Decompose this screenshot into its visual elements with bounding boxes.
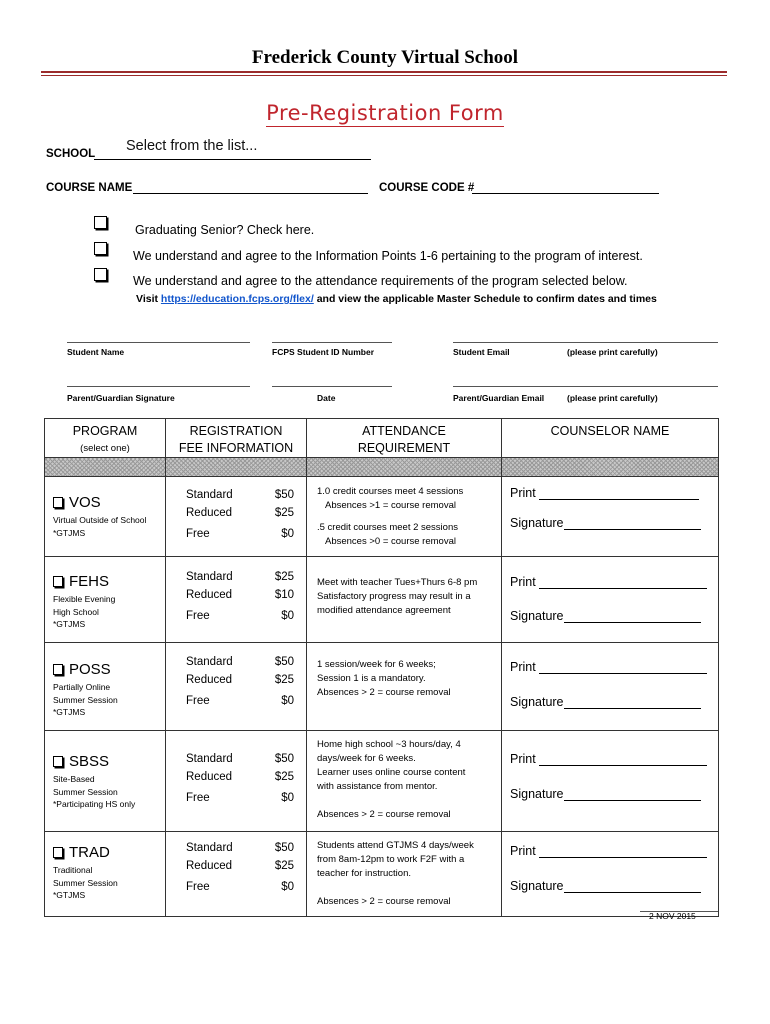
- print-label: Print: [510, 844, 536, 858]
- program-desc: [45, 681, 165, 719]
- program-row: [45, 832, 719, 917]
- attendance-header: ATTENDANCE REQUIREMENT: [307, 419, 502, 458]
- fee-reduced: [186, 507, 294, 519]
- signature-line[interactable]: [564, 892, 701, 893]
- form-title-text: Pre-Registration Form: [266, 101, 504, 125]
- counselor-signature[interactable]: [510, 516, 701, 530]
- attendance-text: [307, 738, 501, 822]
- program-poss[interactable]: [45, 661, 165, 678]
- fee-standard: [186, 842, 294, 854]
- attendance-line: Absences > 2 = course removal: [317, 896, 451, 907]
- fee-amount: $25: [274, 507, 294, 519]
- fee-amount: $25: [274, 771, 294, 783]
- signature-line[interactable]: [564, 708, 701, 709]
- fee-label: Reduced: [186, 674, 233, 686]
- fee-amount: $50: [274, 842, 294, 854]
- attendance-cell: [307, 643, 502, 731]
- print-line[interactable]: [539, 499, 699, 500]
- student-id-label: FCPS Student ID Number: [272, 347, 375, 357]
- fee-reduced: [186, 589, 294, 601]
- attendance-line: teacher for instruction.: [317, 868, 411, 879]
- counselor-print[interactable]: [510, 660, 707, 674]
- attendance-agree-checkbox[interactable]: [94, 268, 107, 281]
- program-table: [44, 418, 719, 917]
- signature-label: Signature: [510, 787, 564, 801]
- program-trad[interactable]: [45, 844, 165, 861]
- student-name-line[interactable]: [67, 342, 250, 343]
- program-desc-line: *GTJMS: [53, 890, 86, 900]
- fee-standard: [186, 656, 294, 668]
- signature-label: Signature: [510, 695, 564, 709]
- fee-label: Standard: [186, 753, 233, 765]
- fee-label: Reduced: [186, 771, 233, 783]
- program-fehs[interactable]: [45, 573, 165, 590]
- counselor-cell: [502, 477, 719, 557]
- attendance-line: .5 credit courses meet 2 sessions: [317, 522, 458, 533]
- program-desc-line: High School: [53, 606, 99, 617]
- fee-label: Standard: [186, 656, 233, 668]
- print-note: (please print carefully): [567, 393, 658, 403]
- graduating-senior-checkbox[interactable]: [94, 216, 107, 229]
- fee-cell: [166, 643, 307, 731]
- fee-label: Free: [186, 881, 210, 893]
- fee-label: Reduced: [186, 860, 233, 872]
- attendance-line: Students attend GTJMS 4 days/week: [317, 840, 474, 851]
- fee-reduced: [186, 860, 294, 872]
- program-desc: [45, 773, 165, 811]
- fee-label: Free: [186, 695, 210, 707]
- print-label: Print: [510, 575, 536, 589]
- attendance-line: Session 1 is a mandatory.: [317, 673, 426, 684]
- print-label: Print: [510, 486, 536, 500]
- counselor-cell: [502, 557, 719, 643]
- header-rule: [41, 71, 727, 73]
- student-name-label: Student Name: [67, 347, 125, 357]
- fee-free: [186, 695, 294, 707]
- date-line[interactable]: [272, 386, 392, 387]
- fee-amount: $0: [281, 695, 294, 707]
- program-desc-line: *GTJMS: [53, 707, 86, 717]
- program-header-label: PROGRAM: [72, 424, 138, 438]
- attendance-line: Home high school ~3 hours/day, 4: [317, 739, 461, 750]
- program-desc-line: Summer Session: [53, 694, 118, 705]
- program-desc-line: Site-Based: [53, 774, 95, 784]
- program-cell: [45, 832, 166, 917]
- program-desc-line: Partially Online: [53, 682, 111, 692]
- counselor-signature[interactable]: [510, 787, 701, 801]
- attendance-line: Absences > 2 = course removal: [317, 809, 451, 820]
- fee-amount: $25: [274, 571, 294, 583]
- counselor-print[interactable]: [510, 486, 699, 500]
- program-cell: [45, 477, 166, 557]
- attendance-line: from 8am-12pm to work F2F with a: [317, 854, 465, 865]
- fee-free: [186, 610, 294, 622]
- revision-date: 2 NOV 2015: [649, 911, 696, 921]
- signature-line[interactable]: [564, 529, 701, 530]
- print-note: (please print carefully): [567, 347, 658, 357]
- attendance-line: days/week for 6 weeks.: [317, 753, 416, 764]
- fee-amount: $0: [281, 792, 294, 804]
- program-cell: [45, 643, 166, 731]
- fee-cell: [166, 477, 307, 557]
- program-desc-line: Traditional: [53, 865, 93, 875]
- fee-label: Standard: [186, 842, 233, 854]
- attendance-line: modified attendance agreement: [317, 605, 451, 616]
- header-rule-thin: [41, 75, 727, 76]
- fee-amount: $0: [281, 610, 294, 622]
- flex-link[interactable]: https://education.fcps.org/flex/: [160, 293, 314, 305]
- attendance-cell: [307, 832, 502, 917]
- fee-amount: $0: [281, 528, 294, 540]
- course-name-label: COURSE NAME: [46, 182, 133, 194]
- counselor-signature[interactable]: [510, 609, 701, 623]
- attendance-line: with assistance from mentor.: [317, 781, 438, 792]
- print-label: Print: [510, 660, 536, 674]
- program-row: [45, 477, 719, 557]
- counselor-signature[interactable]: [510, 879, 701, 893]
- program-header: [45, 419, 166, 458]
- student-email-line[interactable]: [453, 342, 718, 343]
- program-desc-line: Summer Session: [53, 786, 118, 797]
- program-sbss[interactable]: [45, 753, 165, 770]
- attendance-cell: [307, 477, 502, 557]
- fee-standard: [186, 571, 294, 583]
- counselor-print[interactable]: [510, 752, 707, 766]
- table-header-row: [45, 419, 719, 458]
- attendance-cell: [307, 731, 502, 832]
- signature-line[interactable]: [564, 622, 701, 623]
- attendance-line: Absences > 2 = course removal: [317, 687, 451, 698]
- fee-standard: [186, 753, 294, 765]
- signature-line[interactable]: [564, 800, 701, 801]
- course-code-label: COURSE CODE #: [379, 182, 475, 194]
- signature-label: Signature: [510, 609, 564, 623]
- program-name: TRAD: [69, 844, 110, 861]
- fee-amount: $10: [274, 589, 294, 601]
- program-row: [45, 557, 719, 643]
- counselor-cell: [502, 832, 719, 917]
- attendance-line: Absences >1 = course removal: [325, 500, 456, 511]
- fee-reduced: [186, 674, 294, 686]
- fee-label: Free: [186, 610, 210, 622]
- counselor-print[interactable]: [510, 844, 707, 858]
- visit-prefix: Visit: [136, 293, 158, 305]
- counselor-header: COUNSELOR NAME: [502, 419, 719, 458]
- attendance-line: Absences >0 = course removal: [325, 536, 456, 547]
- date-label: Date: [317, 393, 336, 403]
- visit-instructions: [136, 293, 657, 305]
- fee-amount: $50: [274, 753, 294, 765]
- attendance-text: [307, 839, 501, 909]
- fee-free: [186, 881, 294, 893]
- program-cell: [45, 557, 166, 643]
- school-label: SCHOOL: [46, 148, 96, 160]
- program-desc-line: *GTJMS: [53, 527, 86, 538]
- fee-cell: [166, 731, 307, 832]
- attendance-text: [307, 576, 501, 618]
- program-name: POSS: [69, 661, 111, 678]
- program-checkbox[interactable]: [53, 576, 63, 587]
- fee-free: [186, 528, 294, 540]
- course-code-field[interactable]: [472, 180, 659, 194]
- program-desc: [45, 864, 165, 902]
- signature-label: Signature: [510, 879, 564, 893]
- fee-cell: [166, 557, 307, 643]
- print-line[interactable]: [539, 765, 707, 766]
- school-select[interactable]: Select from the list...: [126, 138, 258, 154]
- program-name: FEHS: [69, 573, 110, 590]
- program-desc: [45, 514, 165, 539]
- print-line[interactable]: [539, 588, 707, 589]
- school-title: Frederick County Virtual School: [251, 47, 519, 68]
- attendance-agree-label: We understand and agree to the attendance requirements of the program selected below.: [133, 274, 628, 288]
- fee-amount: $50: [274, 489, 294, 501]
- program-desc-line: Summer Session: [53, 877, 118, 888]
- fee-label: Free: [186, 792, 210, 804]
- program-desc-line: Flexible Evening: [53, 594, 116, 604]
- fee-header: REGISTRATION FEE INFORMATION: [166, 419, 307, 458]
- program-checkbox[interactable]: [53, 497, 63, 508]
- student-email-label: Student Email: [453, 347, 510, 357]
- form-title: [0, 101, 770, 125]
- program-checkbox[interactable]: [53, 664, 63, 675]
- hatched-row: [45, 458, 719, 477]
- program-header-sub: (select one): [80, 443, 130, 454]
- fee-label: Reduced: [186, 589, 233, 601]
- visit-suffix: and view the applicable Master Schedule to confirm dates and times: [316, 293, 657, 305]
- fee-standard: [186, 489, 294, 501]
- fee-amount: $25: [274, 674, 294, 686]
- program-checkbox[interactable]: [53, 847, 63, 858]
- program-row: [45, 731, 719, 832]
- program-name: VOS: [69, 494, 101, 511]
- program-cell: [45, 731, 166, 832]
- parent-email-label: Parent/Guardian Email: [453, 393, 545, 403]
- counselor-print[interactable]: [510, 575, 707, 589]
- fee-amount: $0: [281, 881, 294, 893]
- program-desc: [45, 593, 165, 631]
- fee-amount: $25: [274, 860, 294, 872]
- attendance-line: Meet with teacher Tues+Thurs 6-8 pm: [317, 577, 478, 588]
- program-desc-line: *Participating HS only: [53, 799, 136, 809]
- student-id-line[interactable]: [272, 342, 392, 343]
- attendance-line: 1.0 credit courses meet 4 sessions: [317, 486, 464, 497]
- attendance-text: [307, 658, 501, 700]
- info-points-checkbox[interactable]: [94, 242, 107, 255]
- fee-label: Standard: [186, 489, 233, 501]
- print-label: Print: [510, 752, 536, 766]
- fee-label: Standard: [186, 571, 233, 583]
- attendance-text: [307, 485, 501, 549]
- program-desc-line: *GTJMS: [53, 619, 86, 629]
- fee-label: Free: [186, 528, 210, 540]
- print-line[interactable]: [539, 673, 707, 674]
- fee-label: Reduced: [186, 507, 233, 519]
- signature-label: Signature: [510, 516, 564, 530]
- fee-amount: $50: [274, 656, 294, 668]
- program-vos[interactable]: [45, 494, 165, 511]
- fee-cell: [166, 832, 307, 917]
- attendance-cell: [307, 557, 502, 643]
- fee-free: [186, 792, 294, 804]
- program-checkbox[interactable]: [53, 756, 63, 767]
- graduating-senior-label: Graduating Senior? Check here.: [135, 223, 315, 237]
- info-points-label: We understand and agree to the Information Points 1-6 pertaining to the program of interest.: [133, 249, 643, 263]
- parent-email-line[interactable]: [453, 386, 718, 387]
- parent-signature-line[interactable]: [67, 386, 250, 387]
- attendance-line: Satisfactory progress may result in a: [317, 591, 471, 602]
- counselor-cell: [502, 643, 719, 731]
- fee-reduced: [186, 771, 294, 783]
- parent-signature-label: Parent/Guardian Signature: [67, 393, 175, 403]
- course-name-field[interactable]: [133, 180, 368, 194]
- program-row: [45, 643, 719, 731]
- counselor-cell: [502, 731, 719, 832]
- attendance-line: Learner uses online course content: [317, 767, 466, 778]
- attendance-line: 1 session/week for 6 weeks;: [317, 659, 436, 670]
- print-line[interactable]: [539, 857, 707, 858]
- program-name: SBSS: [69, 753, 110, 770]
- counselor-signature[interactable]: [510, 695, 701, 709]
- program-desc-line: Virtual Outside of School: [53, 515, 147, 525]
